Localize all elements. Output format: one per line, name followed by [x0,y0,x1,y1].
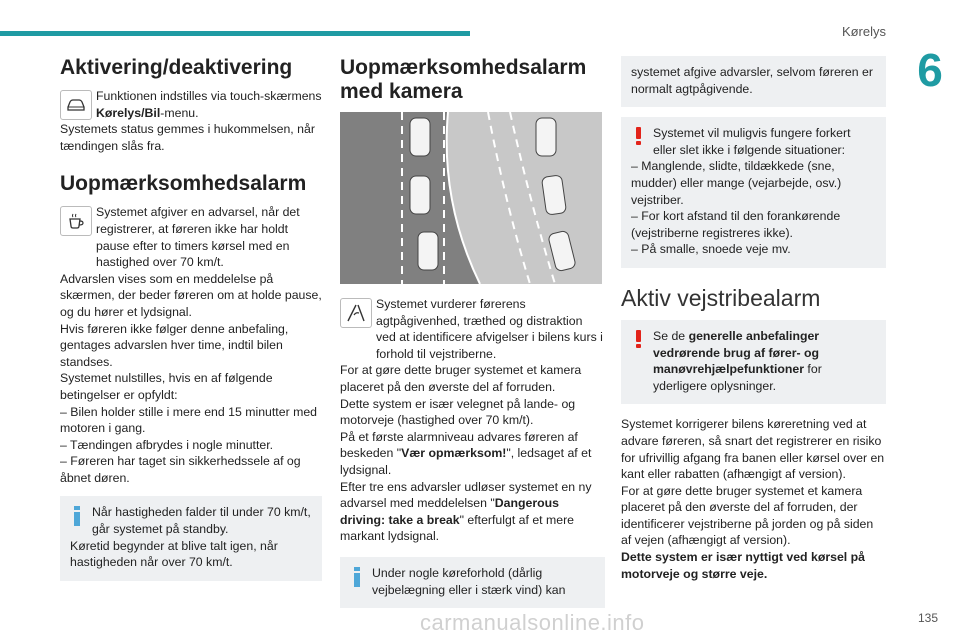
info-note-continuation [621,56,886,107]
column-3 [621,56,886,582]
lane-warn-bold: generelle anbefalinger vedrørende brug af fører- og manøvrehjælpefunktioner [653,328,820,377]
menu-separator: / [141,105,145,120]
heading-attention-alarm: Uopmærksomhedsalarm [60,172,307,196]
note-continuation-text: systemet afgive advarsler, selvom føreren er normalt agtpågivende. [631,65,873,96]
camera-paragraph-2: For at gøre dette bruger systemet et kamera placeret på den øverste del af forruden. [340,363,582,394]
activation-instruction [60,88,322,121]
camera-text: Systemet vurderer førerens agtpågivenhed, træthed og distraktion ved at identificere afvigelser i bilens kurs i forhold til vejstriberne. [376,297,603,361]
attention-text: Systemet afgiver en advarsel, når det registrerer, at føreren ikke har holdt pause efter to timers kørsel med en hastighed over 70 km/t. [96,205,300,270]
column-1 [60,56,322,581]
column-2 [340,56,605,608]
lane-warning-text [653,328,876,394]
section-title: Kørelys [841,24,886,39]
info-note-box [60,496,322,580]
warning-text: Systemet vil muligvis fungere forkert eller slet ikke i følgende situationer: [653,126,851,157]
info-note-box-2 [340,557,605,608]
camera-p4-end: ", ledsaget af et lydsignal. [340,446,592,477]
attention-paragraph-4: Systemet nulstilles, hvis en af følgende betingelser er opfyldt: [60,371,273,402]
activation-text: Funktionen indstilles via touch-skærmens [96,89,322,103]
lane-paragraph-3: Dette system er især nyttigt ved kørsel på motorveje og større veje. [621,550,865,581]
camera-paragraph-4 [340,429,605,479]
menu-name-driving: Kørelys [96,105,142,120]
reset-condition-3: – Føreren har taget sin sikkerhedssele af og åbnet døren. [60,454,301,485]
lane-paragraph-2: For at gøre dette bruger systemet et kamera placeret på den øverste del af forruden, der identificerer vejstriberne på jorden og på siden af vejen (afhængigt af version). [621,483,874,548]
car-icon [60,90,92,120]
header-accent-bar [0,31,470,36]
camera-paragraph-3: Dette system er især velegnet på lande- og motorveje (hastighed over 70 km/t). [340,396,576,428]
lane-paragraph-1: Systemet korrigerer bilens køreretning ved at advare føreren, så snart det registrerer en risiko for ufrivillig afgang fra banen eller kørsel over en kant eller rabatten (afhængigt af version). [621,417,885,482]
attention-paragraph-3: Hvis føreren ikke følger denne anbefaling, gentages advarslen hver time, indtil bilen standses. [60,321,289,369]
camera-description [340,296,605,362]
camera-p4-start: På et første alarmniveau advares føreren af beskeden " [340,429,578,461]
heading-activation: Aktivering/deaktivering [60,56,293,79]
alert-message-2: Dangerous driving: take a break [340,496,559,527]
warning-icon [633,127,643,149]
camera-p5-end: " efterfulgt af et mere markant lydsignal. [340,512,575,544]
reset-condition-1: – Bilen holder stille i mere end 15 minutter med motoren i gang. [60,404,317,436]
lane-illustration [340,112,602,284]
attention-paragraph-2: Advarslen vises som en meddelelse på skærmen, der beder føreren om at holde pause, og du hører et lydsignal. [60,271,322,319]
watermark: carmanualsonline.info [420,610,645,635]
coffee-cup-icon [60,206,92,236]
info-note-text: Under nogle køreforhold (dårlig vejbelægning eller i stærk vind) kan [372,565,566,597]
heading-camera-alarm: Uopmærksomhedsalarm med kamera [340,56,587,103]
reset-condition-2: – Tændingen afbrydes i nogle minutter. [60,437,274,452]
alert-message-1: Vær opmærksom! [401,446,507,461]
warning-box-2 [621,320,886,404]
info-note-text-2: Køretid begynder at blive talt igen, når hastigheden når over 70 km/t. [70,538,278,570]
lane-warn-start: Se de [653,328,689,343]
page-number: 135 [917,611,938,625]
warning-item-2: – For kort afstand til den forankørende (vejstriberne registreres ikke). [631,209,841,240]
warning-item-3: – På smalle, snoede veje mv. [631,242,791,257]
warning-icon [633,330,643,352]
warning-item-1: – Manglende, slidte, tildækkede (sne, mudder) eller mange (vejarbejde, osv.) vejstriber. [631,159,842,207]
info-icon [72,506,82,528]
camera-paragraph-5 [340,479,605,545]
activation-memory-text: Systemets status gemmes i hukommelsen, når tændingen slås fra. [60,122,315,153]
heading-lane-alarm: Aktiv vejstribealarm [621,284,821,311]
warning-box [621,117,886,268]
lane-departure-icon [340,298,372,328]
chapter-number: 6 [900,36,960,104]
info-icon [352,567,362,589]
menu-suffix: -menu. [160,105,199,120]
camera-p5-start: Efter tre ens advarsler udløser systemet en ny advarsel med meddelelsen " [340,479,592,511]
lane-warn-end: for yderligere oplysninger. [653,362,822,393]
attention-description [60,204,322,270]
info-note-text: Når hastigheden falder til under 70 km/t, går systemet på standby. [92,505,311,537]
menu-name-car: Bil [144,105,161,120]
